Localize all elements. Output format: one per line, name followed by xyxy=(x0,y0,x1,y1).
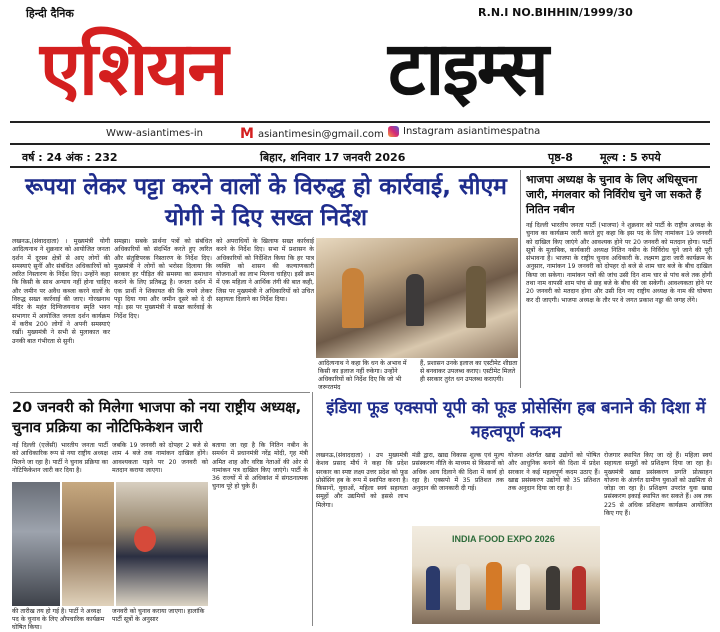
food-headline[interactable]: इंडिया फूड एक्सपो यूपी को फूड प्रोसेसिंग हब बनाने की दिशा में महत्वपूर्ण कदम xyxy=(326,398,706,441)
side-body: नई दिल्ली भारतीय जनता पार्टी (भाजपा) ने शुक्रवार को पार्टी के राष्ट्रीय अध्यक्ष के चुनाव का कार्यक्रम जारी करते हुए कहा कि इस पद के लिए नामांकन 19 जनवरी को दाखिल किए जाएंगे और आवश्यक होने पर 20 जनवरी को मतदान होगा। पार्टी सूत्रों के मुताबिक, कार्यकारी अध्यक्ष नितिन नबीन के निर्विरोध चुने जाने की पूरी संभावना है। भाजपा के राष्ट्रीय चुनाव अधिकारी के. लक्ष्मण द्वारा जारी कार्यक्रम के अनुसार, नामांकन 19 जनवरी को दोपहर दो बजे से शाम चार बजे के बीच दाखिल किया जा सकेगा। नामांकन पत्रों की जांच उसी दिन शाम चार से पांच बजे तक होगी तथा नाम वापसी शाम पांच से छह बजे के बीच की जा सकेगी। आवश्यकता होने पर 20 जनवरी को मतदान होगा और उसी दिन नए राष्ट्रीय अध्यक्ष के नाम की घोषणा कर दी जाएगी। भाजपा अध्यक्ष के तौर पर वे जगत प्रकाश नड्डा की जगह लेंगे। xyxy=(526,222,712,304)
bjp-headline[interactable]: 20 जनवरी को मिलेगा भाजपा को नया राष्ट्रीय अध्यक्ष, चुनाव प्रक्रिया का नोटिफिकेशन जारी xyxy=(12,400,302,436)
food-body-col2: मंडी द्वारा, खाद्य विकास शुल्क एवं मूल्य प्रसंस्करण नीति के माध्यम से किसानों को अधिक आय दिलाने की दिशा में कार्य हो रहा है। एक्सपो में 35 प्रतिशत तक अनुदान की जानकारी दी गई। xyxy=(412,452,504,493)
paper-tagline: हिन्दी दैनिक xyxy=(26,7,74,20)
bjp-photo-middle xyxy=(62,482,114,606)
photo-figure-monk xyxy=(342,268,364,328)
photo-figure-6 xyxy=(572,566,586,610)
instagram-icon xyxy=(388,126,399,137)
email-text: asiantimesin@gmail.com xyxy=(257,128,384,140)
contact-divider xyxy=(10,143,710,145)
bjp-top-rule xyxy=(10,392,310,393)
instagram-block[interactable] xyxy=(388,126,540,137)
photo-figure-4 xyxy=(516,564,530,610)
side-divider xyxy=(520,170,521,388)
bjp-caption-1: की तारीख तय हो गई है। पार्टी ने अध्यक्ष पद के चुनाव के लिए औपचारिक कार्यक्रम घोषित किया। xyxy=(12,608,105,631)
photo-figure-2 xyxy=(456,564,470,610)
main-caption-2: हैं, प्रशासन उनके इलाज का एस्टीमेट शीघ्रता से बनवाकर उपलब्ध कराए। एस्टीमेट मिलते ही सरकार तुरंत धन उपलब्ध कराएगी। xyxy=(420,360,518,383)
food-body-col3: योजना अंतर्गत खाद्य उद्योगों को पोषित और आधुनिक बनाने की दिशा में प्रदेश सरकार ने कई महत्वपूर्ण कदम उठाए हैं। खाद्य प्रसंस्करण उद्योगों को 35 प्रतिशत तक अनुदान दिया जा रहा है। xyxy=(508,452,600,493)
main-body-col2: समझा। सबके प्रार्थना पत्रों को संबंधित अधिकारियों को संदर्भित करते हुए त्वरित और संतुष्टिपरक निस्तारण के निर्देश दिए। मुख्यमंत्री ने लोगों को भरोसा दिलाया कि सरकार हर पीड़ित की समस्या का समाधान कराने के लिए प्रतिबद्ध है। जनता दर्शन में एक प्रार्थी ने शिकायत की कि रुपये लेकर पट्टा दिया गया और जमीन दूसरे को दे दी गई। इस पर मुख्यमंत्री ने सख्त कार्रवाई के निर्देश दिए। xyxy=(114,238,212,320)
photo-figure-police xyxy=(466,266,486,328)
website-text[interactable]: Www-asiantimes-in xyxy=(106,128,203,139)
photo-figure-3 xyxy=(486,562,502,610)
bjp-caption-2: जनवरी को चुनाव कराया जाएगा। हालांकि पार्टी सूत्रों के अनुसार xyxy=(112,608,205,623)
masthead-title-left: एशियन xyxy=(40,26,227,112)
date-divider xyxy=(10,166,710,168)
rni-number: R.N.I NO.BIHHIN/1999/30 xyxy=(478,6,633,19)
instagram-text: Instagram asiantimespatna xyxy=(403,126,541,137)
photo-figure-1 xyxy=(426,566,440,610)
masthead-divider xyxy=(10,121,710,123)
expo-banner-text: INDIA FOOD EXPO 2026 xyxy=(452,534,555,544)
main-body-col1: लखनऊ,(संवाददाता) । मुख्यमंत्री योगी आदित्यनाथ ने शुक्रवार को आयोजित जनता दर्शन में दूरस्थ क्षेत्रों से आए लोगों की समस्याएं सुनीं और संबंधित अधिकारियों को त्वरित निस्तारण के निर्देश दिए। उन्होंने कहा कि किसी के साथ अन्याय नहीं होना चाहिए और जमीन पर अवैध कब्जा करने वालों के विरुद्ध सख्त कार्रवाई की जाए। गोरखनाथ मंदिर के महंत दिग्विजयनाथ स्मृति भवन सभागार में आयोजित जनता दर्शन कार्यक्रम में करीब 200 लोगों ने अपनी समस्याएं रखीं। मुख्यमंत्री ने सभी से मुलाकात कर उनकी बात गंभीरता से सुनी। xyxy=(12,238,110,345)
bjp-photo-right xyxy=(116,482,208,606)
main-caption-1: आदित्यनाथ ने कहा कि धन के अभाव में किसी का इलाज नहीं रुकेगा। उन्होंने अधिकारियों को निर्देश दिए कि जो भी जरूरतमंद xyxy=(318,360,407,391)
side-headline[interactable]: भाजपा अध्यक्ष के चुनाव के लिए अधिसूचना जारी, मंगलवार को निर्विरोध चुने जा सकते हैं नितिन नबीन xyxy=(526,173,702,216)
main-headline[interactable]: रूपया लेकर पट्टा करने वालों के विरुद्ध हो कार्रवाई, सीएम योगी ने दिए सख्त निर्देश xyxy=(25,174,507,231)
price: मूल्य : 5 रुपये xyxy=(600,151,661,164)
volume-issue: वर्ष : 24 अंक : 232 xyxy=(22,151,118,164)
bjp-body-col3: बताया जा रहा है कि नितिन नबीन के समर्थन में प्रधानमंत्री नरेंद्र मोदी, गृह मंत्री अमित शाह और वरिष्ठ नेताओं की ओर से नामांकन पत्र दाखिल किए जाएंगे। पार्टी के 36 राज्यों में से अधिकांश में संगठनात्मक चुनाव पूरे हो चुके हैं। xyxy=(212,442,308,491)
email-block[interactable] xyxy=(240,126,384,142)
page-count: पृष्ठ-8 xyxy=(548,151,573,164)
bjp-body-col2: जबकि 19 जनवरी को दोपहर 2 बजे से शाम 4 बजे तक नामांकन दाखिल होंगे। आवश्यकता पड़ने पर 20 जनवरी को मतदान कराया जाएगा। xyxy=(112,442,208,474)
cm-janata-darshan-photo xyxy=(316,238,518,358)
photo-figure-5 xyxy=(546,566,560,610)
food-divider xyxy=(312,392,313,626)
food-body-col1: लखनऊ,(संवाददाता) । उप मुख्यमंत्री केशव प्रसाद मौर्य ने कहा कि प्रदेश सरकार का स्पष्ट लक्ष्य उत्तर प्रदेश को फूड प्रोसेसिंग हब के रूप में स्थापित करना है। किसानों, युवाओं, महिला स्वयं सहायता समूहों और उद्यमियों को इससे लाभ मिलेगा। xyxy=(316,452,408,509)
photo-figure-official xyxy=(406,274,424,326)
place-date: बिहार, शनिवार 17 जनवरी 2026 xyxy=(260,151,406,164)
bjp-body-col1: नई दिल्ली (एजेंसी) भारतीय जनता पार्टी को आधिकारिक रूप से नया राष्ट्रीय अध्यक्ष मिलने जा रहा है। पार्टी ने चुनाव प्रक्रिया का नोटिफिकेशन जारी कर दिया है। xyxy=(12,442,108,474)
main-body-col3: को अपराधियों के खिलाफ सख्त कार्रवाई करने के निर्देश दिए। सभा में प्रशासन के अधिकारियों को निर्देशित किया कि हर पात्र व्यक्ति को शासन की कल्याणकारी योजनाओं का लाभ मिलना चाहिए। इसी क्रम में एक महिला ने आर्थिक तंगी की बात कही, जिस पर मुख्यमंत्री ने अधिकारियों को उचित सहायता दिलाने का निर्देश दिया। xyxy=(216,238,314,304)
masthead-title-right: टाइम्स xyxy=(388,26,547,112)
gmail-icon: M xyxy=(240,126,254,142)
food-expo-photo xyxy=(412,526,600,624)
food-body-col4: रोजगार स्थापित किए जा रहे हैं। महिला स्वयं सहायता समूहों को प्रशिक्षण दिया जा रहा है। मुख्यमंत्री खाद्य प्रसंस्करण प्रगति प्रोत्साहन योजना के अंतर्गत ग्रामीण युवाओं को उद्यमिता से जोड़ा जा रहा है। प्रशिक्षण उपरांत युवा खाद्य प्रसंस्करण इकाई स्थापित कर सकते हैं। अब तक 225 से अधिक प्रशिक्षण कार्यक्रम आयोजित किए गए हैं। xyxy=(604,452,712,518)
photo-bouquet xyxy=(134,526,156,552)
bjp-photo-left xyxy=(12,482,60,606)
